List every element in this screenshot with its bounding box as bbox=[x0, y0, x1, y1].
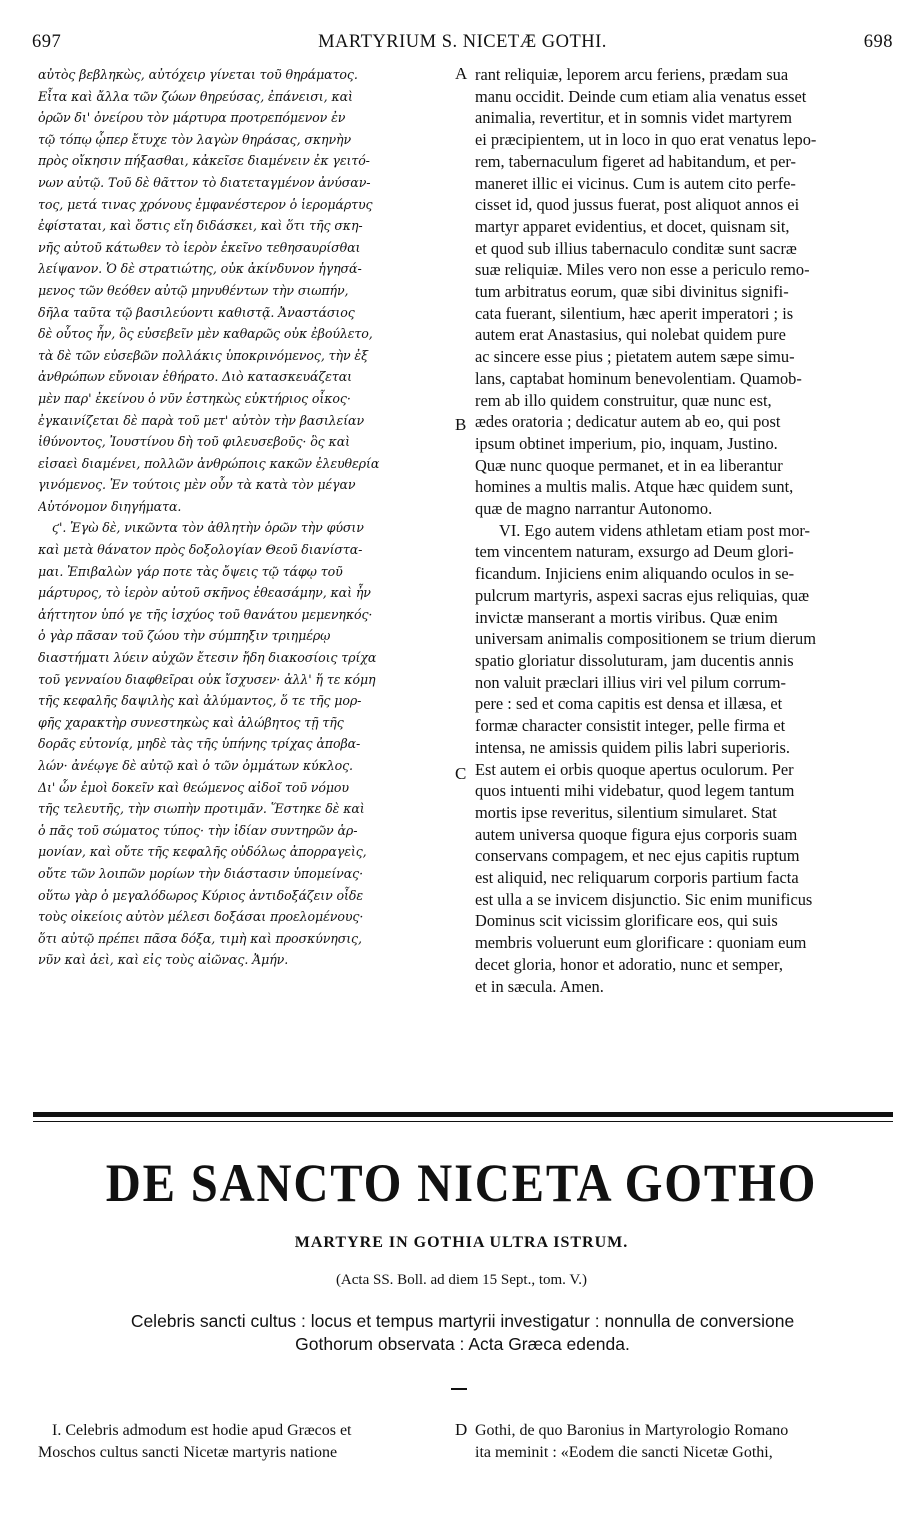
text-line: Quæ nunc quoque permanet, et in ea liberantur bbox=[475, 455, 783, 475]
text-line: et quod sub illius tabernaculo conditæ sunt sacræ bbox=[475, 238, 797, 258]
page-number-right: 698 bbox=[863, 32, 893, 52]
text-line: νῆς αὐτοῦ κάτωθεν τὸ ἱερὸν ἐκεῖνο τεθησαυρίσθαι bbox=[38, 239, 361, 255]
text-line: νῦν καὶ ἀεὶ, καὶ εἰς τοὺς αἰῶνας. Ἀμήν. bbox=[38, 952, 289, 968]
margin-marker-a: A bbox=[455, 64, 468, 83]
text-line: VI. Ego autem videns athletam etiam post mor- bbox=[499, 520, 811, 540]
text-line: tum arbitratus eorum, quæ sibi divinitus signifi- bbox=[475, 282, 789, 302]
summary-line: Celebris sancti cultus : locus et tempus martyrii investigatur : nonnulla de conversione bbox=[130, 1311, 795, 1331]
text-line: ficandum. Injiciens enim aliquando oculos in se- bbox=[475, 564, 795, 584]
text-line: Αὐτόνομον διηγήματα. bbox=[38, 498, 182, 514]
text-line: τῷ τόπῳ ᾧπερ ἔτυχε τὸν λαγὼν θηράσας, σκηνὴν bbox=[38, 131, 352, 147]
text-line: intensa, ne amissis quidem pilis labri superioris. bbox=[475, 737, 791, 757]
body-left-column bbox=[38, 1420, 438, 1464]
text-line: μονίαν, καὶ οὔτε τῆς κεφαλῆς οὐδόλως ἀπορραγεὶς, bbox=[38, 844, 367, 860]
greek-column bbox=[38, 64, 458, 971]
body-line: Gothi, de quo Baronius in Martyrologio Romano bbox=[475, 1422, 789, 1439]
text-line: μαι. Ἐπιβαλὼν γάρ ποτε τὰς ὄψεις τῷ τάφῳ τοῦ bbox=[38, 563, 343, 579]
text-line: ἐγκαινίζεται δὲ παρὰ τοῦ μετ' αὐτὸν τὴν βασιλείαν bbox=[38, 412, 364, 428]
text-line: φῆς χαρακτὴρ συνεστηκὼς καὶ ἀλώβητος τῇ τῆς bbox=[38, 714, 344, 730]
margin-marker-d: D bbox=[455, 1420, 468, 1439]
text-line: maneret illic ei vicinus. Cum is autem cito perfe- bbox=[475, 173, 796, 193]
text-line: ac sincere esse pius ; pietatem autem sæpe simu- bbox=[475, 347, 795, 367]
text-line: rant reliquiæ, leporem arcu feriens, prædam sua bbox=[475, 65, 789, 84]
text-line: ἀήττητον ὑπό γε τῆς ἰσχύος τοῦ θανάτου μεμενηκός· bbox=[38, 606, 373, 622]
text-line: ὁ γὰρ πᾶσαν τοῦ ζώου τὴν σύμπηξιν τριημέρῳ bbox=[38, 628, 331, 644]
section-subtitle: MARTYRE IN GOTHIA ULTRA ISTRUM. bbox=[294, 1234, 629, 1251]
text-line: animalia, revertitur, et in somnis videt martyrem bbox=[475, 108, 793, 128]
text-line: decet gloria, honor et adoratio, nunc et semper, bbox=[475, 954, 783, 974]
text-line: et in sæcula. Amen. bbox=[475, 976, 604, 996]
text-line: tem vincentem naturam, exsurgo ad Deum glori- bbox=[475, 542, 794, 562]
text-line: invictæ manserant a mortis viribus. Quæ enim bbox=[475, 607, 778, 627]
text-line: αὐτὸς βεβληκὼς, αὐτόχειρ γίνεται τοῦ θηράματος. bbox=[38, 67, 358, 82]
text-line: quos intuenti mihi videbatur, quod legem tantum bbox=[475, 781, 795, 801]
text-line: pulcrum martyris, aspexi sacras ejus reliquias, quæ bbox=[475, 585, 810, 605]
running-title: MARTYRIUM S. NICETÆ GOTHI. bbox=[318, 32, 607, 52]
text-line: membris voluerunt eum glorificare : quoniam eum bbox=[475, 933, 807, 953]
text-line: Est autem ei orbis quoque apertus oculorum. Per bbox=[475, 759, 794, 779]
text-line: ὅτι αὐτῷ πρέπει πᾶσα δόξα, τιμὴ καὶ προσκύνησις, bbox=[38, 930, 362, 946]
text-line: οὔτε τῶν λοιπῶν μορίων τὴν διάστασιν ὑπομείνας· bbox=[38, 865, 363, 881]
text-line: suæ reliquiæ. Miles vero non esse a periculo remo- bbox=[475, 260, 810, 280]
text-line: Εἶτα καὶ ἄλλα τῶν ζώων θηρεύσας, ἐπάνεισι, καὶ bbox=[38, 88, 353, 104]
text-line: est aliquid, nec reliquarum corporis partium facta bbox=[475, 868, 799, 888]
text-line: γινόμενος. Ἐν τούτοις μὲν οὖν τὰ κατὰ τὸν μέγαν bbox=[38, 477, 356, 493]
chapter-summary bbox=[38, 1310, 887, 1356]
text-line: Dominus scit vicissim glorificare eos, qui suis bbox=[475, 911, 778, 931]
text-line: rem ab illo quidem construitur, quæ nunc est, bbox=[475, 390, 772, 410]
text-line: autem universa quoque figura ejus corporis suam bbox=[475, 824, 798, 844]
text-line: rem, tabernaculum figeret ad habitandum, et per- bbox=[475, 151, 796, 171]
text-line: universam animalis compositionem se trium dierum bbox=[475, 629, 816, 649]
text-line: μενος τῶν θεόθεν αὐτῷ μηνυθέντων τὴν σιωπήν, bbox=[38, 282, 349, 298]
text-line: τος, μετά τινας χρόνους ἐμφανέστερον ὁ ἱερομάρτυς bbox=[38, 196, 373, 212]
section-rule-thin bbox=[33, 1121, 893, 1122]
text-line: homines a multis malis. Atque hæc quidem sunt, bbox=[475, 477, 794, 497]
text-line: ἰθύνοντος, Ἰουστίνου δὴ τοῦ φιλευσεβοῦς· ὃς καὶ bbox=[38, 434, 350, 450]
text-line: οὕτω γὰρ ὁ μεγαλόδωρος Κύριος ἀντιδοξάζειν οἶδε bbox=[38, 887, 363, 903]
text-line: Δι' ὧν ἐμοὶ δοκεῖν καὶ θεώμενος αἰδοῖ τοῦ νόμου bbox=[38, 779, 349, 795]
text-line: pere : sed et coma capitis est densa et illæsa, et bbox=[475, 694, 783, 714]
latin-column bbox=[475, 64, 885, 997]
text-line: ὁρῶν δι' ὀνείρου τὸν μάρτυρα προτρεπόμενον ἐν bbox=[38, 110, 346, 126]
text-line: conservans compagem, et nec ejus capitis ruptum bbox=[475, 846, 800, 866]
text-line: autem erat Anastasius, qui nolebat quidem pure bbox=[475, 325, 786, 345]
text-line: ἐφίσταται, καὶ ὅστις εἴη διδάσκει, καὶ ὅτι τῆς σκη- bbox=[38, 218, 363, 234]
section-rule-thick bbox=[33, 1112, 893, 1117]
page-number-left: 697 bbox=[32, 32, 62, 52]
text-line: μάρτυρος, τὸ ἱερὸν αὐτοῦ σκῆνος ἐθεασάμην, καὶ ἦν bbox=[38, 585, 371, 601]
section-title: DE SANCTO NICETA GOTHO bbox=[105, 1153, 818, 1213]
text-line: μὲν παρ' ἐκείνου ὁ νῦν ἑστηκὼς εὐκτήριος οἶκος· bbox=[38, 390, 351, 406]
text-line: lans, captabat hominum benevolentiam. Quamob- bbox=[475, 368, 802, 388]
text-line: est ulla a se invicem disjunctio. Sic enim munificus bbox=[475, 889, 813, 909]
margin-marker-c: C bbox=[455, 764, 467, 783]
text-line: martyr apparet evidentius, et docet, quisnam sit, bbox=[475, 216, 790, 236]
text-line: τοῦ γενναίου διαφθεῖραι οὐκ ἴσχυσεν· ἀλλ' ἥ τε κόμη bbox=[38, 671, 376, 687]
text-line: non valuit præclari illius viri vel pilum corrum- bbox=[475, 672, 786, 692]
text-line: ipsum obtinet imperium, pio, inquam, Justino. bbox=[475, 433, 778, 453]
summary-line: Gothorum observata : Acta Græca edenda. bbox=[295, 1334, 630, 1354]
text-line: cata fuerant, silentium, hæc aperit imperatori ; is bbox=[475, 303, 794, 323]
text-line: ἀνθρώπων εὔνοιαν ἐθήρατο. Διὸ κατασκευάζεται bbox=[38, 369, 352, 385]
text-line: spatio gloriatur dissoluturam, jam ducentis annis bbox=[475, 650, 794, 670]
running-header bbox=[32, 32, 893, 54]
text-line: λών· ἀνέῳγε δὲ αὐτῷ καὶ ὁ τῶν ὀμμάτων κύκλος. bbox=[38, 758, 353, 773]
text-line: quæ de magno narrantur Autonomo. bbox=[475, 499, 713, 519]
body-line: ita meminit : «Eodem die sancti Nicetæ Gothi, bbox=[475, 1444, 773, 1461]
text-line: δὲ οὗτος ἦν, ὃς εὐσεβεῖν μὲν καθαρῶς οὐκ ἐβούλετο, bbox=[38, 326, 373, 342]
text-line: ædes oratoria ; dedicatur autem ab eo, qui post bbox=[475, 412, 781, 432]
text-line: καὶ μετὰ θάνατον πρὸς δοξολογίαν Θεοῦ διανίστα- bbox=[38, 542, 363, 558]
text-line: πρὸς οἴκησιν πήξασθαι, κἀκεῖσε διαμένειν ἐκ γειτό- bbox=[38, 153, 370, 169]
text-line: ei præcipientem, ut in loco in quo erat venatus lepo- bbox=[475, 130, 817, 150]
body-line: I. Celebris admodum est hodie apud Græcos et bbox=[52, 1422, 352, 1439]
text-line: δορᾶς εὐτονίᾳ, μηδὲ τὰς τῆς ὑπήνης τρίχας ἀποβα- bbox=[38, 736, 361, 752]
text-line: cisset id, quod jussus fuerat, post aliquot annos ei bbox=[475, 195, 800, 215]
text-line: τοὺς οἰκείοις αὐτὸν μέλεσι δοξάσαι προελομένους· bbox=[38, 909, 364, 925]
separator-dash bbox=[451, 1388, 467, 1390]
body-line: Moschos cultus sancti Nicetæ martyris natione bbox=[38, 1444, 338, 1461]
text-line: διαστήματι λύειν αὐχῶν ἔτεσιν ἤδη διακοσίοις τρίχα bbox=[38, 650, 377, 666]
text-line: νων αὐτῷ. Τοῦ δὲ θᾶττον τὸ διατεταγμένον ἀνύσαν- bbox=[38, 174, 371, 190]
text-line: formæ character consistit integer, pelle firma et bbox=[475, 716, 786, 736]
text-line: ὁ πᾶς τοῦ σώματος τύπος· τὴν ἰδίαν συντηρῶν ἁρ- bbox=[38, 822, 358, 838]
source-citation: (Acta SS. Boll. ad diem 15 Sept., tom. V.) bbox=[335, 1272, 588, 1288]
text-line: τὰ δὲ τῶν εὐσεβῶν πολλάκις ὑποκρινόμενος, τὴν ἐξ bbox=[38, 347, 368, 363]
text-line: τῆς τελευτῆς, τὴν σιωπὴν προτιμᾶν. Ἕστηκε δὲ καὶ bbox=[38, 801, 365, 817]
text-line: mortis ipse reveritus, silentium simularet. Stat bbox=[475, 802, 777, 822]
text-line: τῆς κεφαλῆς δαψιλὴς καὶ ἀλύμαντος, ὅ τε τῆς μορ- bbox=[38, 693, 362, 709]
text-line: εἰσαεὶ διαμένει, πολλῶν ἀνθρώποις κακῶν ἐλευθερία bbox=[38, 455, 380, 471]
margin-marker-b: B bbox=[455, 415, 467, 434]
text-line: δῆλα ταῦτα τῷ βασιλεύοντι καθιστᾷ. Ἀναστάσιος bbox=[38, 304, 355, 320]
text-line: manu occidit. Deinde cum etiam alia venatus esset bbox=[475, 86, 807, 106]
body-right-column bbox=[475, 1420, 885, 1464]
text-line: ϛ'. Ἐγὼ δὲ, νικῶντα τὸν ἀθλητὴν ὁρῶν τὴν φύσιν bbox=[52, 520, 364, 536]
text-line: λείψανον. Ὁ δὲ στρατιώτης, οὐκ ἀκίνδυνον ἡγησά- bbox=[38, 261, 362, 277]
